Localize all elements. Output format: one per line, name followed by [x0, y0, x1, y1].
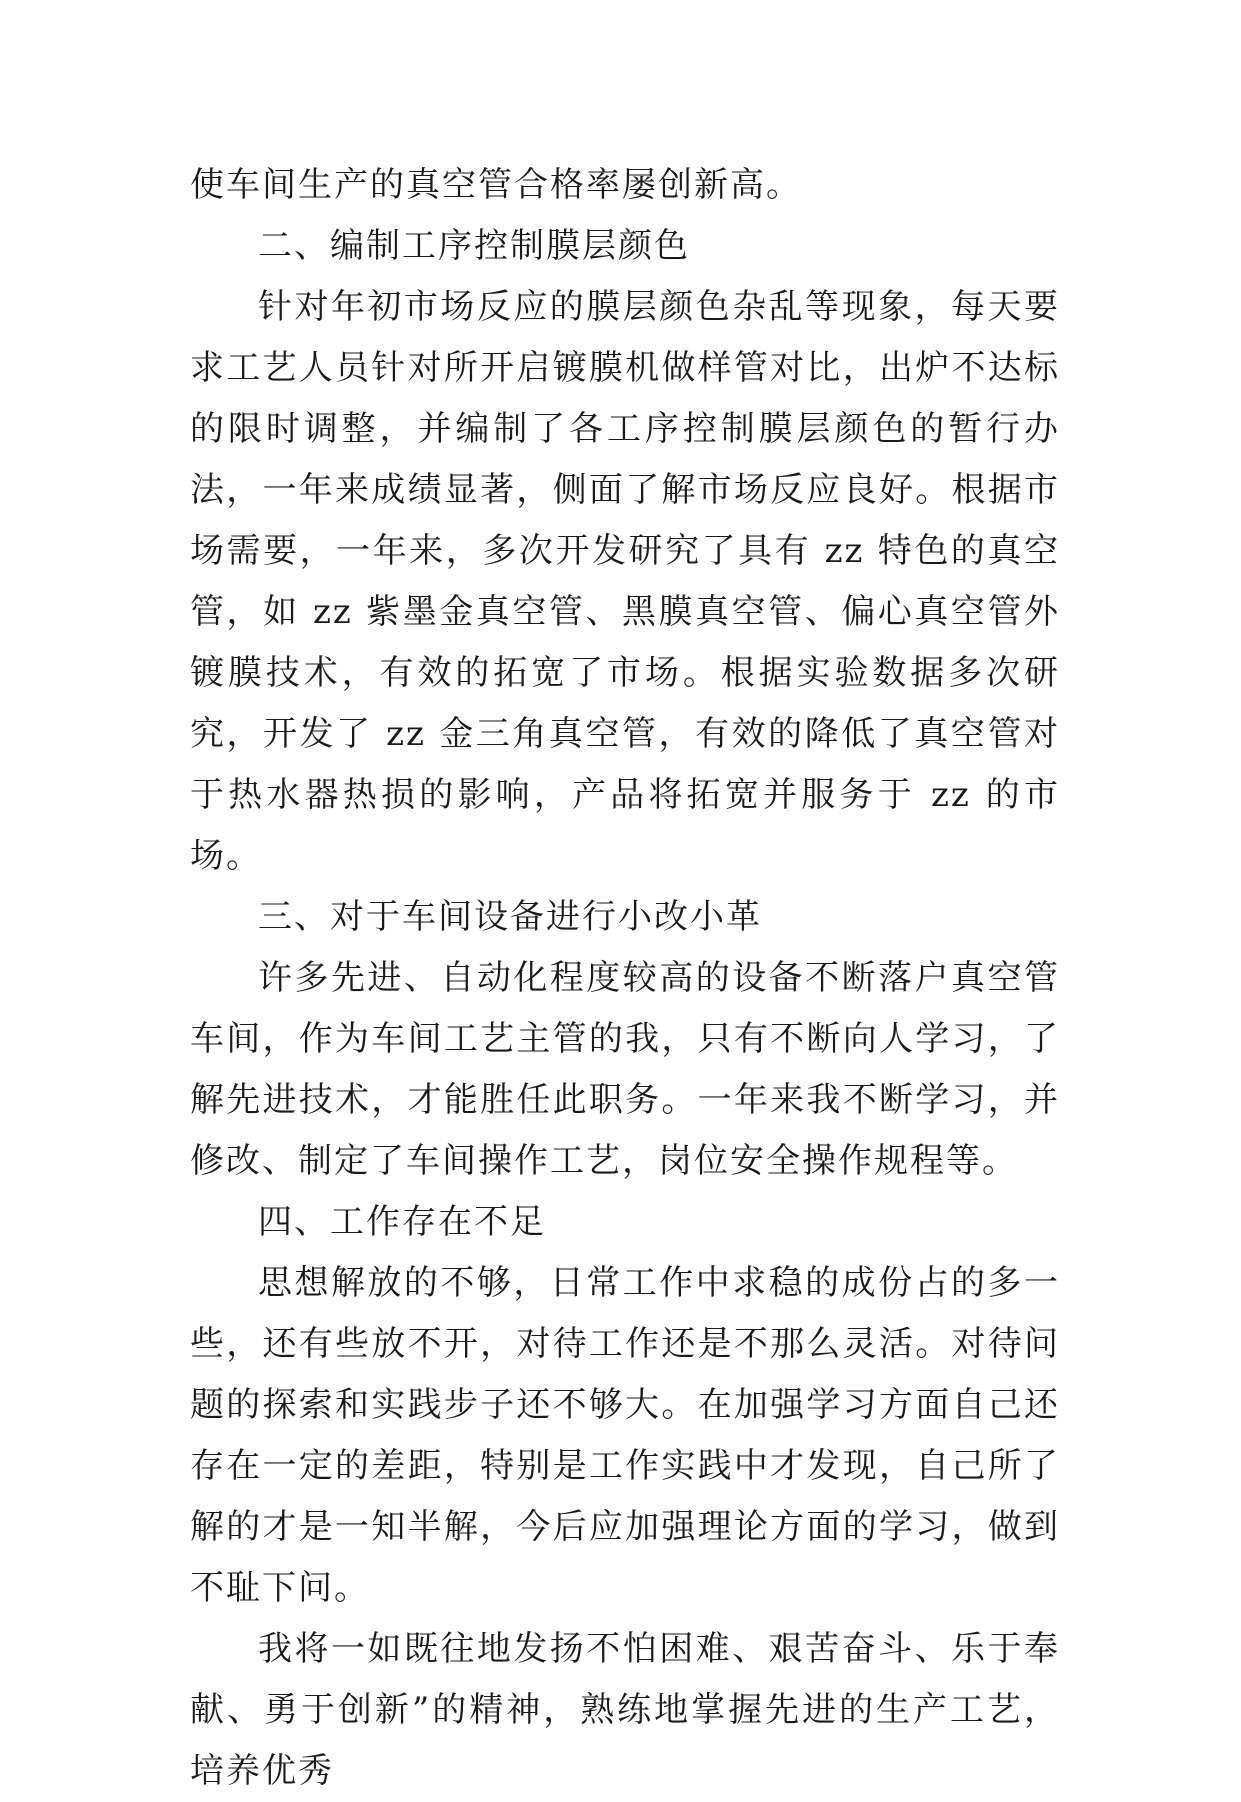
paragraph-equipment: 许多先进、自动化程度较高的设备不断落户真空管车间，作为车间工艺主管的我，只有不断向人学习，了解先进技术，才能胜任此职务。一年来我不断学习，并修改、制定了车间操作工艺，岗位安全操作规程等。 [190, 958, 1060, 1181]
paragraph-commitment: 我将一如既往地发扬不怕困难、艰苦奋斗、乐于奉献、勇于创新”的精神，熟练地掌握先进的生产工艺，培养优秀 [190, 1629, 1060, 1791]
section-heading-4: 四、工作存在不足 [258, 1202, 546, 1242]
section-heading-2: 二、编制工序控制膜层颜色 [258, 226, 690, 266]
paragraph-shortcomings: 思想解放的不够，日常工作中求稳的成份占的多一些，还有些放不开，对待工作还是不那么灵活。对待问题的探索和实践步子还不够大。在加强学习方面自己还存在一定的差距，特别是工作实践中才发现，自己所了解的才是一知半解，今后应加强理论方面的学习，做到不耻下问。 [190, 1263, 1060, 1608]
paragraph-continuation: 使车间生产的真空管合格率屡创新高。 [190, 165, 802, 205]
paragraph-film-color: 针对年初市场反应的膜层颜色杂乱等现象，每天要求工艺人员针对所开启镀膜机做样管对比，出炉不达标的限时调整，并编制了各工序控制膜层颜色的暂行办法，一年来成绩显著，侧面了解市场反应良好。根据市场需要，一年来，多次开发研究了具有 zz 特色的真空管，如 zz 紫墨金真空管、黑膜真空管、偏心真空管外镀膜技术，有效的拓宽了市场。根据实验数据多次研究，开发了 zz 金三角真空管，有效的降低了真空管对于热水器热损的影响，产品将拓宽并服务于 zz 的市场。 [190, 287, 1060, 876]
section-heading-3: 三、对于车间设备进行小改小革 [258, 897, 762, 937]
document-body [190, 155, 1060, 1802]
